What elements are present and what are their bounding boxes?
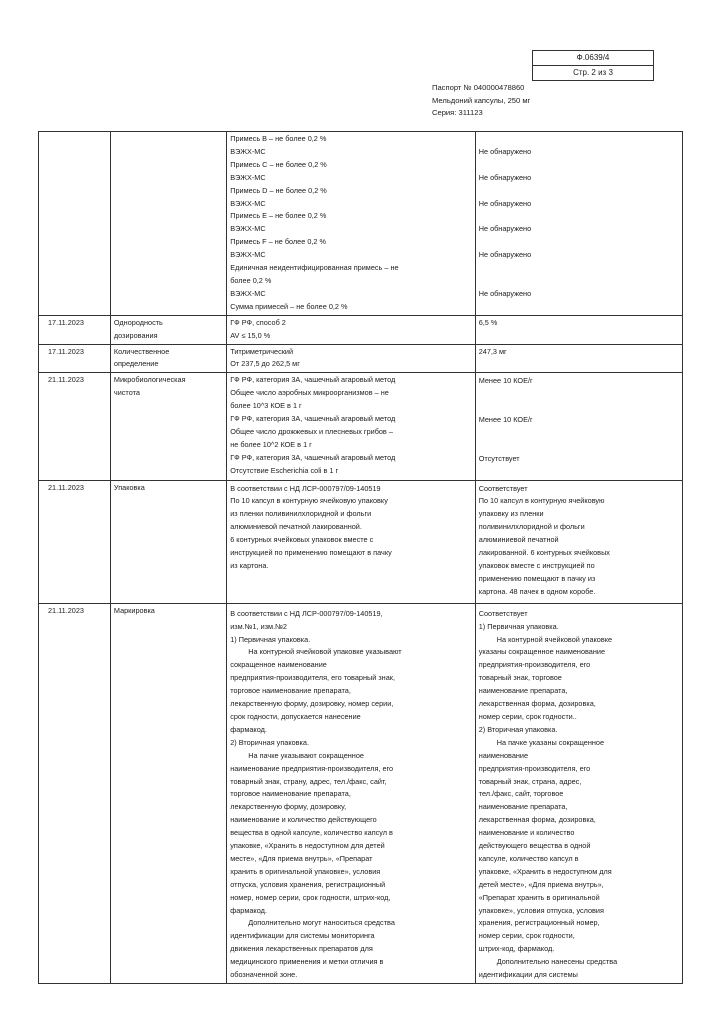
requirement-line: фармакод.: [230, 905, 267, 915]
result-cell: [475, 132, 682, 316]
result-line: [479, 262, 679, 275]
requirement-line: торговое наименование препарата,: [230, 686, 351, 696]
test-date: 21.11.2023: [48, 375, 84, 385]
requirement-line: вещества в одной капсуле, количество капсул в: [230, 828, 393, 838]
page-number: Стр. 2 из 3: [533, 65, 653, 80]
result-line: товарный знак, страна, адрес,: [478, 776, 582, 786]
requirement-line: По 10 капсул в контурную ячейковую упаковку: [230, 496, 388, 506]
result-line: Не обнаружено: [478, 288, 532, 298]
result-line: упаковке», условия отпуска, условия: [478, 905, 604, 915]
requirement-line: ВЭЖХ-МС: [230, 224, 266, 234]
requirement-line: срок годности, допускается нанесение: [230, 711, 361, 721]
result-line: предприятия-производителя, его: [478, 763, 591, 773]
series-number: Серия: 311123: [432, 108, 483, 117]
requirement-line: месте», «Для приема внутрь», «Препарат: [230, 853, 373, 863]
result-line: предприятия-производителя, его: [478, 660, 591, 670]
result-cell: [475, 480, 682, 603]
requirement-line: 2) Вторичная упаковка.: [230, 737, 309, 747]
result-line: наименование препарата,: [478, 802, 568, 812]
requirement-line: ГФ РФ, способ 2: [230, 317, 286, 327]
result-line: Соответствует: [478, 483, 528, 493]
requirement-cell: [227, 132, 476, 316]
parameter-name: определение: [113, 359, 159, 369]
result-line: указаны сокращенное наименование: [478, 647, 606, 657]
parameter-cell: [110, 373, 226, 480]
result-line: лекарственная форма, дозировка,: [478, 699, 596, 709]
requirement-line: В соответствии с НД ЛСР-000797/09-140519,: [230, 608, 383, 618]
requirement-line: 6 контурных ячейковых упаковок вместе с: [230, 535, 374, 545]
result-line: Дополнительно нанесены средства: [496, 957, 618, 967]
requirement-line: изм.№1, изм.№2: [230, 621, 287, 631]
test-date: 17.11.2023: [48, 346, 84, 356]
result-line: Соответствует: [478, 608, 528, 618]
form-code: Ф.0639/4: [576, 53, 610, 62]
passport-number: Паспорт № 040000478860: [432, 83, 525, 92]
date-cell: [39, 132, 111, 316]
requirement-line: ГФ РФ, категория 3А, чашечный агаровый метод: [230, 452, 396, 462]
requirement-cell: [227, 373, 476, 480]
product-name: Мельдоний капсулы, 250 мг: [432, 95, 531, 105]
result-cell: [475, 344, 682, 373]
result-line: капсуле, количество капсул в: [478, 853, 579, 863]
result-line: 247,3 мг: [478, 346, 507, 356]
result-line: [479, 185, 679, 198]
parameter-name: Микробиологическая: [113, 375, 186, 385]
result-line: тел./факс, сайт, торговое: [478, 789, 564, 799]
requirement-line: ВЭЖХ-МС: [230, 250, 266, 260]
parameter-name: Маркировка: [113, 605, 155, 615]
result-line: [479, 440, 679, 453]
result-line: По 10 капсул в контурную ячейковую: [478, 496, 605, 506]
result-line: Не обнаружено: [478, 172, 532, 182]
requirement-line: 1) Первичная упаковка.: [230, 634, 311, 644]
requirement-line: От 237,5 до 262,5 мг: [230, 359, 300, 369]
result-line: применению помещают в пачку из: [478, 573, 596, 583]
requirement-line: Примесь F – не более 0,2 %: [230, 237, 326, 247]
requirement-line: номер, номер серии, срок годности, штрих-код,: [230, 892, 391, 902]
result-line: [479, 275, 679, 288]
result-line: лакированной. 6 контурных ячейковых: [478, 548, 610, 558]
result-line: [479, 301, 679, 314]
test-date: 17.11.2023: [48, 317, 84, 327]
result-line: [479, 466, 679, 479]
result-line: товарный знак, торговое: [478, 673, 562, 683]
result-line: 6,5 %: [478, 317, 498, 327]
result-cell: [475, 315, 682, 344]
result-line: [479, 388, 679, 401]
requirement-line: из картона.: [230, 561, 269, 570]
analysis-table: [38, 131, 683, 984]
parameter-cell: [110, 132, 226, 316]
passport-header: [432, 82, 530, 120]
parameter-cell: [110, 315, 226, 344]
requirement-line: AV ≤ 15,0 %: [230, 330, 271, 340]
result-cell: [475, 603, 682, 983]
requirement-line: из пленки поливинилхлоридной и фольги: [230, 509, 372, 519]
requirement-line: наименование и количество действующего: [230, 815, 377, 825]
requirement-line: торговое наименование препарата,: [230, 789, 351, 799]
requirement-line: Примесь В – не более 0,2 %: [230, 134, 327, 143]
parameter-name: Упаковка: [113, 482, 145, 492]
requirement-line: сокращенное наименование: [230, 660, 327, 670]
table-row: [39, 344, 683, 373]
test-date: 21.11.2023: [48, 482, 84, 492]
requirement-line: товарный знак, страну, адрес, тел./факс, сайт,: [230, 776, 387, 786]
requirement-line: алюминиевой печатной лакированной.: [230, 522, 362, 532]
result-line: наименование препарата,: [478, 686, 568, 696]
requirement-line: хранить в оригинальной упаковке», условия: [230, 866, 381, 876]
result-line: «Препарат хранить в оригинальной: [478, 892, 600, 902]
requirement-line: предприятия-производителя, его товарный знак,: [230, 673, 395, 683]
date-cell: [39, 480, 111, 603]
result-line: упаковок вместе с инструкцией по: [478, 561, 595, 570]
result-line: номер серии, срок годности..: [478, 711, 577, 721]
form-code-box: [532, 50, 654, 81]
result-line: Отсутствует: [478, 453, 520, 463]
table-row: [39, 132, 683, 316]
result-line: Менее 10 КОЕ/г: [478, 376, 533, 386]
result-line: [479, 401, 679, 414]
parameter-name: дозирования: [113, 330, 158, 340]
result-line: [479, 133, 679, 146]
result-line: Не обнаружено: [478, 250, 532, 260]
requirement-line: Общее число аэробных микроорганизмов – не: [230, 388, 389, 398]
result-line: идентификации для системы: [478, 970, 578, 980]
requirement-line: упаковке, «Хранить в недоступном для детей: [230, 841, 385, 851]
test-date: 21.11.2023: [48, 605, 84, 615]
requirement-line: На контурной ячейковой упаковке указывают: [248, 647, 402, 657]
requirement-cell: [227, 315, 476, 344]
result-line: Не обнаружено: [478, 198, 532, 208]
result-line: упаковку из пленки: [478, 509, 544, 519]
result-line: поливинилхлоридной и фольги: [478, 522, 585, 532]
requirement-cell: [227, 480, 476, 603]
requirement-line: лекарственную форму, дозировку, номер серии,: [230, 699, 394, 709]
requirement-line: Единичная неидентифицированная примесь – не: [230, 263, 399, 273]
result-cell: [475, 373, 682, 480]
result-line: 2) Вторичная упаковка.: [478, 724, 558, 734]
requirement-cell: [227, 603, 476, 983]
requirement-line: Примесь D – не более 0,2 %: [230, 185, 327, 195]
parameter-name: Однородность: [113, 317, 163, 327]
result-line: [479, 210, 679, 223]
requirement-line: движения лекарственных препаратов для: [230, 944, 373, 954]
requirement-line: Дополнительно могут наноситься средства: [248, 918, 395, 928]
parameter-cell: [110, 480, 226, 603]
requirement-line: отпуска, условия хранения, регистрационный: [230, 879, 386, 889]
date-cell: [39, 315, 111, 344]
requirement-line: Отсутствие Escherichia coli в 1 г: [230, 465, 339, 475]
table-row: [39, 315, 683, 344]
requirement-line: лекарственную форму, дозировку,: [230, 802, 347, 812]
result-line: номер серии, срок годности,: [478, 931, 575, 941]
result-line: картона. 48 пачек в одном коробе.: [478, 586, 596, 596]
table-row: [39, 480, 683, 603]
result-line: действующего вещества в одной: [478, 841, 591, 851]
result-line: хранения, регистрационный номер,: [478, 918, 600, 928]
result-line: На пачке указаны сокращенное: [496, 737, 605, 747]
requirement-line: обозначенной зоне.: [230, 970, 298, 980]
requirement-line: Титриметрический: [230, 346, 294, 356]
result-line: наименование и количество: [478, 828, 575, 838]
requirement-line: ВЭЖХ-МС: [230, 288, 266, 298]
requirement-cell: [227, 344, 476, 373]
requirement-line: На пачке указывают сокращенное: [248, 750, 364, 760]
result-line: На контурной ячейковой упаковке: [496, 634, 613, 644]
result-line: 1) Первичная упаковка.: [478, 621, 559, 631]
requirement-line: инструкцией по применению помещают в пачку: [230, 548, 392, 558]
requirement-line: Примесь Е – не более 0,2 %: [230, 211, 327, 221]
requirement-line: не более 10^2 КОЕ в 1 г: [230, 439, 312, 449]
requirement-line: В соответствии с НД ЛСР-000797/09-140519: [230, 483, 381, 493]
requirement-line: более 10^3 КОЕ в 1 г: [230, 401, 302, 411]
result-line: лекарственная форма, дозировка,: [478, 815, 596, 825]
requirement-line: Сумма примесей – не более 0,2 %: [230, 301, 348, 311]
parameter-cell: [110, 603, 226, 983]
result-line: штрих-код, фармакод.: [478, 944, 555, 954]
requirement-line: ВЭЖХ-МС: [230, 198, 266, 208]
result-line: Менее 10 КОЕ/г: [478, 415, 533, 425]
date-cell: [39, 603, 111, 983]
result-line: [479, 159, 679, 172]
requirement-line: ГФ РФ, категория 3А, чашечный агаровый метод: [230, 414, 396, 424]
requirement-line: Примесь С – не более 0,2 %: [230, 159, 327, 169]
table-row: [39, 603, 683, 983]
result-line: [479, 427, 679, 440]
result-line: Не обнаружено: [478, 146, 532, 156]
requirement-line: наименование предприятия-производителя, его: [230, 763, 394, 773]
result-line: детей месте», «Для приема внутрь»,: [478, 879, 604, 889]
parameter-cell: [110, 344, 226, 373]
requirement-line: медицинского применения и метки отличия в: [230, 957, 384, 967]
table-row: [39, 373, 683, 480]
requirement-line: ГФ РФ, категория 3А, чашечный агаровый метод: [230, 375, 396, 385]
result-line: [479, 236, 679, 249]
requirement-line: ВЭЖХ-МС: [230, 146, 266, 156]
requirement-line: более 0,2 %: [230, 275, 272, 285]
requirement-line: Общее число дрожжевых и плесневых грибов –: [230, 426, 393, 436]
result-line: алюминиевой печатной: [478, 535, 559, 545]
parameter-name: чистота: [113, 388, 140, 398]
parameter-name: Количественное: [113, 346, 170, 356]
result-line: упаковке, «Хранить в недоступном для: [478, 866, 612, 876]
requirement-line: идентификации для системы мониторинга: [230, 931, 375, 941]
result-line: Не обнаружено: [478, 224, 532, 234]
requirement-line: ВЭЖХ-МС: [230, 172, 266, 182]
result-line: наименование: [478, 750, 529, 760]
requirement-line: фармакод.: [230, 724, 267, 734]
date-cell: [39, 373, 111, 480]
date-cell: [39, 344, 111, 373]
